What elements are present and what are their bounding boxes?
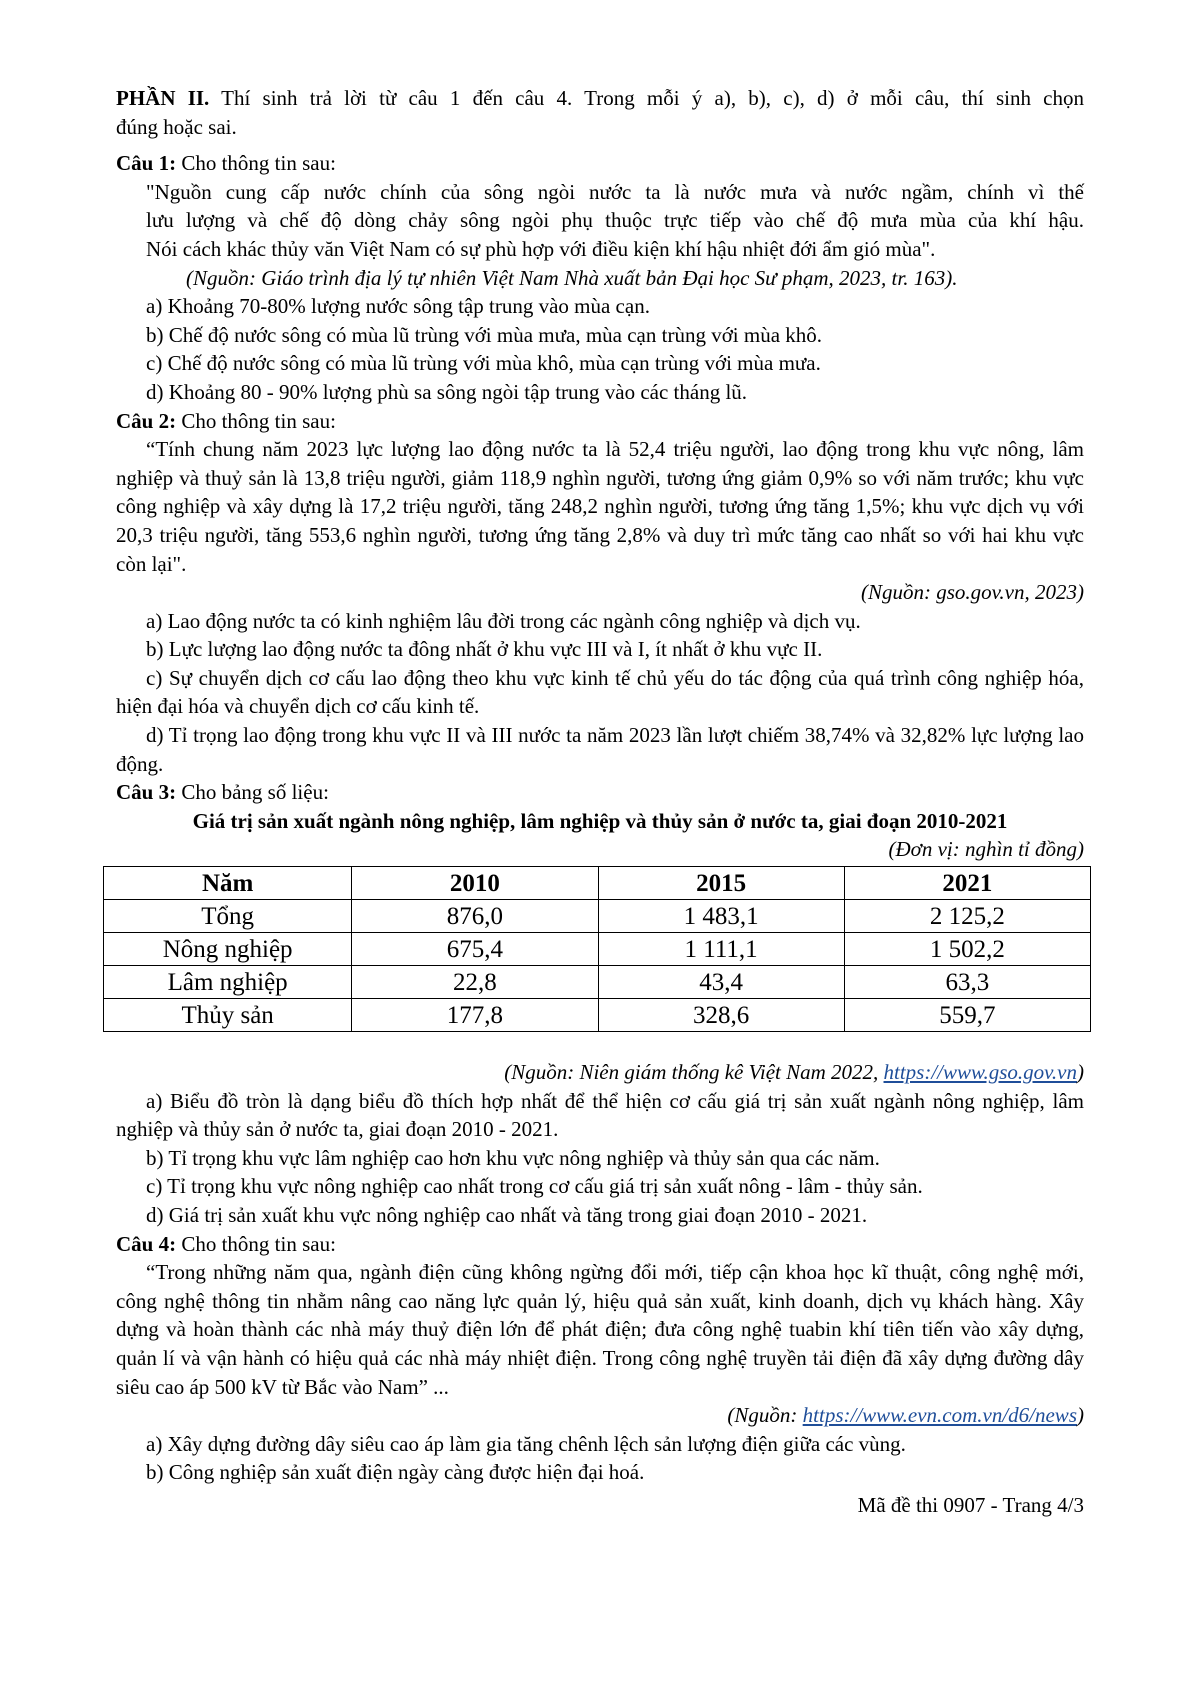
part-label: PHẦN II.: [116, 86, 210, 110]
question-1-option-c: c) Chế độ nước sông có mùa lũ trùng với mùa khô, mùa cạn trùng với mùa mưa.: [146, 351, 821, 376]
question-3-heading: Câu 3: Cho bảng số liệu:: [116, 780, 329, 805]
evn-link[interactable]: https://www.evn.com.vn/d6/news: [802, 1403, 1077, 1428]
question-1-quote-line: Nói cách khác thủy văn Việt Nam có sự phù hợp với điều kiện khí hậu nhiệt đới ẩm gió mùa".: [146, 236, 936, 261]
question-1-source: (Nguồn: Giáo trình địa lý tự nhiên Việt Nam Nhà xuất bản Đại học Sư phạm, 2023, tr. 163).: [186, 265, 958, 290]
table-cell: 1 483,1: [598, 900, 844, 933]
gso-link[interactable]: https://www.gso.gov.vn: [883, 1060, 1077, 1085]
table-cell: Nông nghiệp: [104, 933, 352, 966]
table-header-row: [104, 867, 1091, 900]
question-3-option-c: c) Tỉ trọng khu vực nông nghiệp cao nhất trong cơ cấu giá trị sản xuất nông - lâm - thủy sản.: [146, 1174, 923, 1199]
table-cell: 2 125,2: [844, 900, 1090, 933]
table-cell: 876,0: [352, 900, 598, 933]
question-4-label: Câu 4:: [116, 1231, 177, 1256]
table-cell: 177,8: [352, 999, 598, 1032]
table-cell: 559,7: [844, 999, 1090, 1032]
question-2-option-c: c) Sự chuyển dịch cơ cấu lao động theo khu vực kinh tế chủ yếu do tác động của quá trình công nghiệp hóa, hiện đại hóa và chuyển dịch cơ cấu kinh tế.: [116, 665, 1084, 719]
table-header-cell: 2021: [844, 867, 1090, 900]
question-1-option-a: a) Khoảng 70-80% lượng nước sông tập trung vào mùa cạn.: [146, 294, 650, 319]
question-4-option-a: a) Xây dựng đường dây siêu cao áp làm gia tăng chênh lệch sản lượng điện giữa các vùng.: [146, 1431, 906, 1456]
table-cell: 1 502,2: [844, 933, 1090, 966]
question-2-heading: Câu 2: Cho thông tin sau:: [116, 408, 336, 433]
table-cell: 675,4: [352, 933, 598, 966]
question-2-source: (Nguồn: gso.gov.vn, 2023): [861, 580, 1084, 605]
question-3-label: Câu 3:: [116, 780, 177, 805]
table-cell: Tổng: [104, 900, 352, 933]
table-cell: 63,3: [844, 966, 1090, 999]
question-3-option-b: b) Tỉ trọng khu vực lâm nghiệp cao hơn khu vực nông nghiệp và thủy sản qua các năm.: [146, 1145, 880, 1170]
question-1-quote-line: lưu lượng và chế độ dòng chảy sông ngòi phụ thuộc trực tiếp vào chế độ mưa mùa của khí hậu.: [146, 208, 1084, 233]
table-header-cell: Năm: [104, 867, 352, 900]
question-3-source: (Nguồn: Niên giám thống kê Việt Nam 2022, https://www.gso.gov.vn): [504, 1060, 1084, 1085]
question-1-quote-line: "Nguồn cung cấp nước chính của sông ngòi nước ta là nước mưa và nước ngầm, chính vì thế: [146, 179, 1084, 204]
question-2-option-d: d) Tỉ trọng lao động trong khu vực II và III nước ta năm 2023 lần lượt chiếm 38,74% và 32,82% lực lượng lao động.: [116, 723, 1084, 776]
table-cell: Thủy sản: [104, 999, 352, 1032]
exam-page: [116, 84, 1084, 1520]
table-cell: 43,4: [598, 966, 844, 999]
question-1-heading: Câu 1: Cho thông tin sau:: [116, 151, 336, 176]
question-2-quote: “Tính chung năm 2023 lực lượng lao động nước ta là 52,4 triệu người, lao động trong khu vực nông, lâm nghiệp và thuỷ sản là 13,8 triệu người, giảm 118,9 nghìn người, tương ứng giảm 0,9% so với năm trước; khu vực công nghiệp và xây dựng là 17,2 triệu người, tăng 248,2 nghìn người, tương ứng tăng 1,5%; khu vực dịch vụ với 20,3 triệu người, tăng 553,6 nghìn người, tương ứng tăng 2,8% và duy trì mức tăng cao nhất so với hai khu vực còn lại".: [116, 437, 1084, 576]
table-header-cell: 2010: [352, 867, 598, 900]
question-3-option-a: a) Biểu đồ tròn là dạng biểu đồ thích hợp nhất để thể hiện cơ cấu giá trị sản xuất ngành nông nghiệp, lâm nghiệp và thủy sản ở nước ta, giai đoạn 2010 - 2021.: [116, 1088, 1084, 1142]
table-title: Giá trị sản xuất ngành nông nghiệp, lâm nghiệp và thủy sản ở nước ta, giai đoạn 2010-2021: [192, 808, 1008, 833]
table-unit: (Đơn vị: nghìn tỉ đồng): [888, 837, 1084, 862]
part-instruction-line1: PHẦN II. Thí sinh trả lời từ câu 1 đến câu 4. Trong mỗi ý a), b), c), d) ở mỗi câu, thí sinh chọn: [116, 86, 1084, 110]
table-row: [104, 900, 1091, 933]
table-row: [104, 966, 1091, 999]
question-3-option-d: d) Giá trị sản xuất khu vực nông nghiệp cao nhất và tăng trong giai đoạn 2010 - 2021.: [146, 1203, 868, 1227]
question-2-label: Câu 2:: [116, 408, 177, 433]
question-4-quote: “Trong những năm qua, ngành điện cũng không ngừng đổi mới, tiếp cận khoa học kĩ thuật, công nghệ mới, công nghệ thông tin nhằm nâng cao năng lực quản lý, hiệu quả sản xuất, kinh doanh, dịch vụ khách hàng. Xây dựng và hoàn thành các nhà máy thuỷ điện lớn để phát điện; đưa công nghệ tuabin khí tiên tiến vào xây dựng, quản lí và vận hành có hiệu quả các nhà máy nhiệt điện. Trong công nghệ truyền tải điện đã xây dựng đường dây siêu cao áp 500 kV từ Bắc vào Nam” ...: [116, 1260, 1084, 1399]
question-1-option-d: d) Khoảng 80 - 90% lượng phù sa sông ngòi tập trung vào các tháng lũ.: [146, 379, 748, 404]
part-instruction-line2: đúng hoặc sai.: [116, 114, 237, 139]
table-row: [104, 999, 1091, 1032]
question-1-label: Câu 1:: [116, 151, 177, 176]
page-footer: Mã đề thi 0907 - Trang 4/3: [857, 1492, 1084, 1517]
question-1-option-b: b) Chế độ nước sông có mùa lũ trùng với mùa mưa, mùa cạn trùng với mùa khô.: [146, 322, 823, 347]
table-cell: 22,8: [352, 966, 598, 999]
data-table: [103, 866, 1091, 1032]
question-2-option-b: b) Lực lượng lao động nước ta đông nhất ở khu vực III và I, ít nhất ở khu vực II.: [146, 637, 823, 662]
table-cell: Lâm nghiệp: [104, 966, 352, 999]
question-4-option-b: b) Công nghiệp sản xuất điện ngày càng được hiện đại hoá.: [146, 1460, 645, 1485]
question-4-heading: Câu 4: Cho thông tin sau:: [116, 1231, 336, 1256]
question-4-source: (Nguồn: https://www.evn.com.vn/d6/news): [727, 1403, 1084, 1428]
question-2-option-a: a) Lao động nước ta có kinh nghiệm lâu đời trong các ngành công nghiệp và dịch vụ.: [146, 608, 861, 633]
table-cell: 328,6: [598, 999, 844, 1032]
table-header-cell: 2015: [598, 867, 844, 900]
table-cell: 1 111,1: [598, 933, 844, 966]
table-row: [104, 933, 1091, 966]
